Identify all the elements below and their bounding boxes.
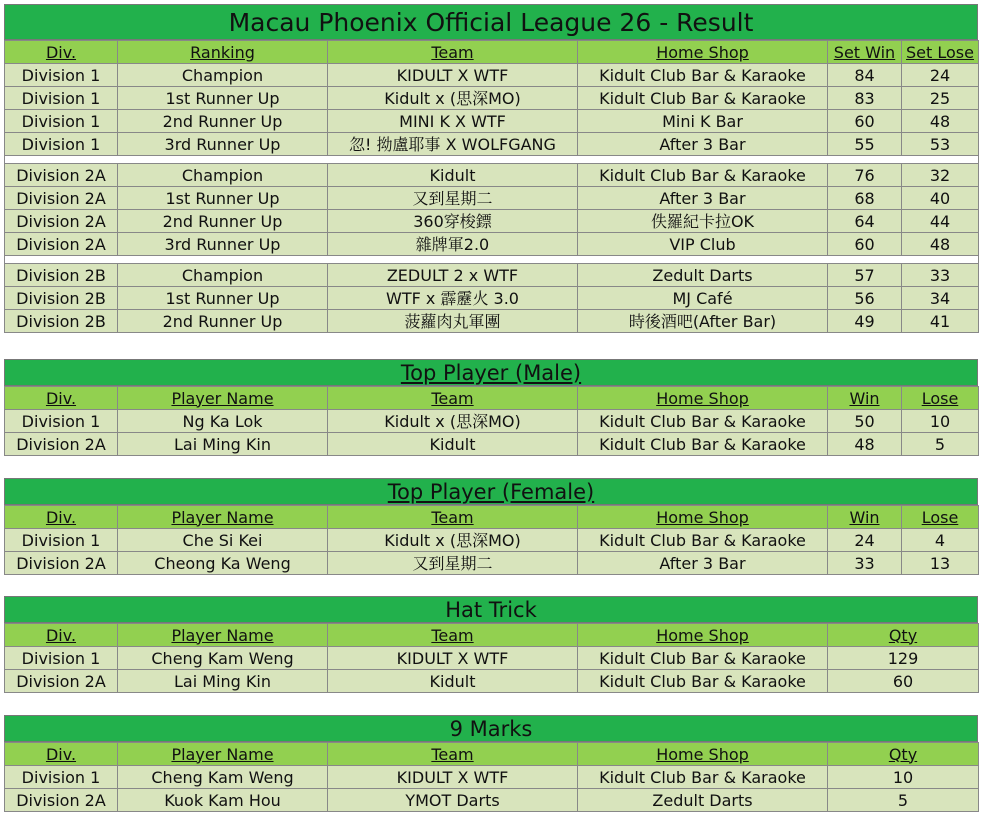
table-row <box>5 164 979 187</box>
table-cell: Kidult x (思深MO) <box>328 529 578 552</box>
table-cell: Cheng Kam Weng <box>118 647 328 670</box>
column-header: Div. <box>5 387 118 410</box>
table-cell: Division 2A <box>5 789 118 812</box>
table-row <box>5 789 979 812</box>
top-female-title-text: Top Player (Female) <box>387 479 595 504</box>
table-row <box>5 287 979 310</box>
table-row <box>5 133 979 156</box>
table-cell: 24 <box>902 64 979 87</box>
hat-trick-header-row <box>5 624 979 647</box>
league-table <box>4 40 979 333</box>
table-cell: 360穿梭鏢 <box>328 210 578 233</box>
table-row <box>5 64 979 87</box>
table-cell: WTF x 霹靂火 3.0 <box>328 287 578 310</box>
table-cell: Kidult x (思深MO) <box>328 87 578 110</box>
table-row <box>5 87 979 110</box>
table-row <box>5 210 979 233</box>
table-cell: 33 <box>902 264 979 287</box>
table-cell: Champion <box>118 164 328 187</box>
league-body <box>5 64 979 333</box>
table-cell: Kidult <box>328 670 578 693</box>
table-cell: Cheong Ka Weng <box>118 552 328 575</box>
column-header: Set Lose <box>902 41 979 64</box>
table-cell: 時後酒吧(After Bar) <box>578 310 828 333</box>
table-cell: 33 <box>828 552 902 575</box>
column-header: Win <box>828 387 902 410</box>
table-cell: Kidult Club Bar & Karaoke <box>578 164 828 187</box>
table-cell: MJ Café <box>578 287 828 310</box>
table-cell: Mini K Bar <box>578 110 828 133</box>
table-cell: Division 1 <box>5 64 118 87</box>
table-cell: Division 2A <box>5 670 118 693</box>
hat-trick-title: Hat Trick <box>4 596 978 623</box>
table-cell: 68 <box>828 187 902 210</box>
column-header: Div. <box>5 743 118 766</box>
top-male-title <box>4 359 978 386</box>
table-cell: After 3 Bar <box>578 552 828 575</box>
table-cell: Kidult Club Bar & Karaoke <box>578 64 828 87</box>
table-cell: 57 <box>828 264 902 287</box>
table-cell: 10 <box>828 766 979 789</box>
table-cell: 60 <box>828 670 979 693</box>
table-cell: 1st Runner Up <box>118 87 328 110</box>
table-cell: Division 1 <box>5 766 118 789</box>
table-cell: 忽! 拗盧耶事 X WOLFGANG <box>328 133 578 156</box>
table-cell: 佚羅紀卡拉OK <box>578 210 828 233</box>
table-cell: 56 <box>828 287 902 310</box>
top-male-body <box>5 410 979 456</box>
league-header-row <box>5 41 979 64</box>
top-player-male-section <box>4 359 978 456</box>
table-cell: Lai Ming Kin <box>118 433 328 456</box>
table-cell: Division 1 <box>5 410 118 433</box>
table-cell: Kidult x (思深MO) <box>328 410 578 433</box>
column-header: Lose <box>902 506 979 529</box>
table-cell: 5 <box>828 789 979 812</box>
column-header: Win <box>828 506 902 529</box>
table-cell: ZEDULT 2 x WTF <box>328 264 578 287</box>
separator-cell <box>5 256 979 264</box>
column-header: Qty <box>828 624 979 647</box>
table-cell: KIDULT X WTF <box>328 64 578 87</box>
table-cell: Division 2A <box>5 210 118 233</box>
column-header: Team <box>328 624 578 647</box>
column-header: Div. <box>5 41 118 64</box>
column-header: Div. <box>5 506 118 529</box>
table-cell: Champion <box>118 264 328 287</box>
top-male-header-row <box>5 387 979 410</box>
table-cell: YMOT Darts <box>328 789 578 812</box>
group-separator <box>5 156 979 164</box>
hat-trick-body <box>5 647 979 693</box>
table-cell: Division 1 <box>5 110 118 133</box>
column-header: Qty <box>828 743 979 766</box>
table-cell: MINI K X WTF <box>328 110 578 133</box>
table-cell: 2nd Runner Up <box>118 210 328 233</box>
column-header: Team <box>328 387 578 410</box>
table-cell: Che Si Kei <box>118 529 328 552</box>
top-female-title <box>4 478 978 505</box>
group-separator <box>5 256 979 264</box>
nine-marks-section <box>4 715 978 812</box>
hat-trick-table <box>4 623 979 693</box>
table-cell: Cheng Kam Weng <box>118 766 328 789</box>
table-cell: Division 1 <box>5 87 118 110</box>
table-cell: Kidult Club Bar & Karaoke <box>578 647 828 670</box>
table-cell: 1st Runner Up <box>118 187 328 210</box>
column-header: Home Shop <box>578 624 828 647</box>
column-header: Lose <box>902 387 979 410</box>
table-row <box>5 110 979 133</box>
column-header: Home Shop <box>578 41 828 64</box>
column-header: Home Shop <box>578 506 828 529</box>
table-cell: 又到星期二 <box>328 187 578 210</box>
table-cell: 48 <box>902 110 979 133</box>
table-cell: 24 <box>828 529 902 552</box>
table-cell: 76 <box>828 164 902 187</box>
table-cell: 13 <box>902 552 979 575</box>
table-cell: 64 <box>828 210 902 233</box>
top-player-female-section <box>4 478 978 575</box>
table-row <box>5 410 979 433</box>
table-cell: Ng Ka Lok <box>118 410 328 433</box>
table-cell: Division 2B <box>5 287 118 310</box>
top-female-table <box>4 505 979 575</box>
table-cell: Kidult Club Bar & Karaoke <box>578 766 828 789</box>
table-cell: Kidult Club Bar & Karaoke <box>578 87 828 110</box>
table-row <box>5 647 979 670</box>
table-cell: 又到星期二 <box>328 552 578 575</box>
table-cell: 55 <box>828 133 902 156</box>
league-title: Macau Phoenix Official League 26 - Result <box>4 4 978 40</box>
league-results-section <box>4 4 978 333</box>
table-cell: 3rd Runner Up <box>118 133 328 156</box>
table-cell: 60 <box>828 233 902 256</box>
table-cell: 4 <box>902 529 979 552</box>
table-cell: 129 <box>828 647 979 670</box>
table-cell: Division 2A <box>5 164 118 187</box>
table-cell: 25 <box>902 87 979 110</box>
column-header: Home Shop <box>578 387 828 410</box>
top-male-table <box>4 386 979 456</box>
table-cell: KIDULT X WTF <box>328 766 578 789</box>
table-cell: Division 2A <box>5 187 118 210</box>
nine-marks-body <box>5 766 979 812</box>
table-row <box>5 233 979 256</box>
table-cell: Kidult Club Bar & Karaoke <box>578 529 828 552</box>
table-row <box>5 433 979 456</box>
table-cell: 49 <box>828 310 902 333</box>
column-header: Player Name <box>118 743 328 766</box>
table-cell: 10 <box>902 410 979 433</box>
column-header: Team <box>328 506 578 529</box>
table-cell: Lai Ming Kin <box>118 670 328 693</box>
table-cell: Division 1 <box>5 133 118 156</box>
table-cell: 2nd Runner Up <box>118 310 328 333</box>
table-cell: Kidult Club Bar & Karaoke <box>578 410 828 433</box>
table-cell: 60 <box>828 110 902 133</box>
table-cell: 83 <box>828 87 902 110</box>
table-cell: After 3 Bar <box>578 187 828 210</box>
table-row <box>5 529 979 552</box>
table-cell: Zedult Darts <box>578 264 828 287</box>
table-cell: 40 <box>902 187 979 210</box>
separator-cell <box>5 156 979 164</box>
table-cell: 44 <box>902 210 979 233</box>
table-cell: Kidult Club Bar & Karaoke <box>578 433 828 456</box>
table-cell: 3rd Runner Up <box>118 233 328 256</box>
table-cell: 48 <box>902 233 979 256</box>
table-cell: Zedult Darts <box>578 789 828 812</box>
table-cell: Kidult Club Bar & Karaoke <box>578 670 828 693</box>
top-female-body <box>5 529 979 575</box>
column-header: Player Name <box>118 506 328 529</box>
table-cell: Division 1 <box>5 647 118 670</box>
table-cell: Kuok Kam Hou <box>118 789 328 812</box>
table-row <box>5 187 979 210</box>
column-header: Ranking <box>118 41 328 64</box>
nine-marks-title: 9 Marks <box>4 715 978 742</box>
table-cell: Division 2A <box>5 233 118 256</box>
nine-marks-table <box>4 742 979 812</box>
table-cell: 雜牌軍2.0 <box>328 233 578 256</box>
table-cell: 41 <box>902 310 979 333</box>
table-cell: 50 <box>828 410 902 433</box>
table-cell: 53 <box>902 133 979 156</box>
table-cell: 84 <box>828 64 902 87</box>
table-cell: KIDULT X WTF <box>328 647 578 670</box>
table-cell: After 3 Bar <box>578 133 828 156</box>
table-cell: 菠蘿肉丸軍團 <box>328 310 578 333</box>
column-header: Set Win <box>828 41 902 64</box>
column-header: Team <box>328 41 578 64</box>
table-cell: 1st Runner Up <box>118 287 328 310</box>
table-cell: Kidult <box>328 164 578 187</box>
table-cell: Division 1 <box>5 529 118 552</box>
column-header: Home Shop <box>578 743 828 766</box>
nine-marks-header-row <box>5 743 979 766</box>
table-cell: Division 2B <box>5 310 118 333</box>
column-header: Div. <box>5 624 118 647</box>
table-cell: 32 <box>902 164 979 187</box>
table-cell: 34 <box>902 287 979 310</box>
top-female-header-row <box>5 506 979 529</box>
table-cell: Kidult <box>328 433 578 456</box>
table-cell: 48 <box>828 433 902 456</box>
table-cell: VIP Club <box>578 233 828 256</box>
hat-trick-section <box>4 596 978 693</box>
column-header: Player Name <box>118 624 328 647</box>
table-cell: Division 2B <box>5 264 118 287</box>
top-male-title-text: Top Player (Male) <box>400 360 582 385</box>
table-row <box>5 310 979 333</box>
table-cell: 2nd Runner Up <box>118 110 328 133</box>
table-cell: Division 2A <box>5 433 118 456</box>
table-row <box>5 670 979 693</box>
table-cell: 5 <box>902 433 979 456</box>
column-header: Team <box>328 743 578 766</box>
column-header: Player Name <box>118 387 328 410</box>
table-row <box>5 552 979 575</box>
table-cell: Champion <box>118 64 328 87</box>
table-cell: Division 2A <box>5 552 118 575</box>
table-row <box>5 766 979 789</box>
table-row <box>5 264 979 287</box>
